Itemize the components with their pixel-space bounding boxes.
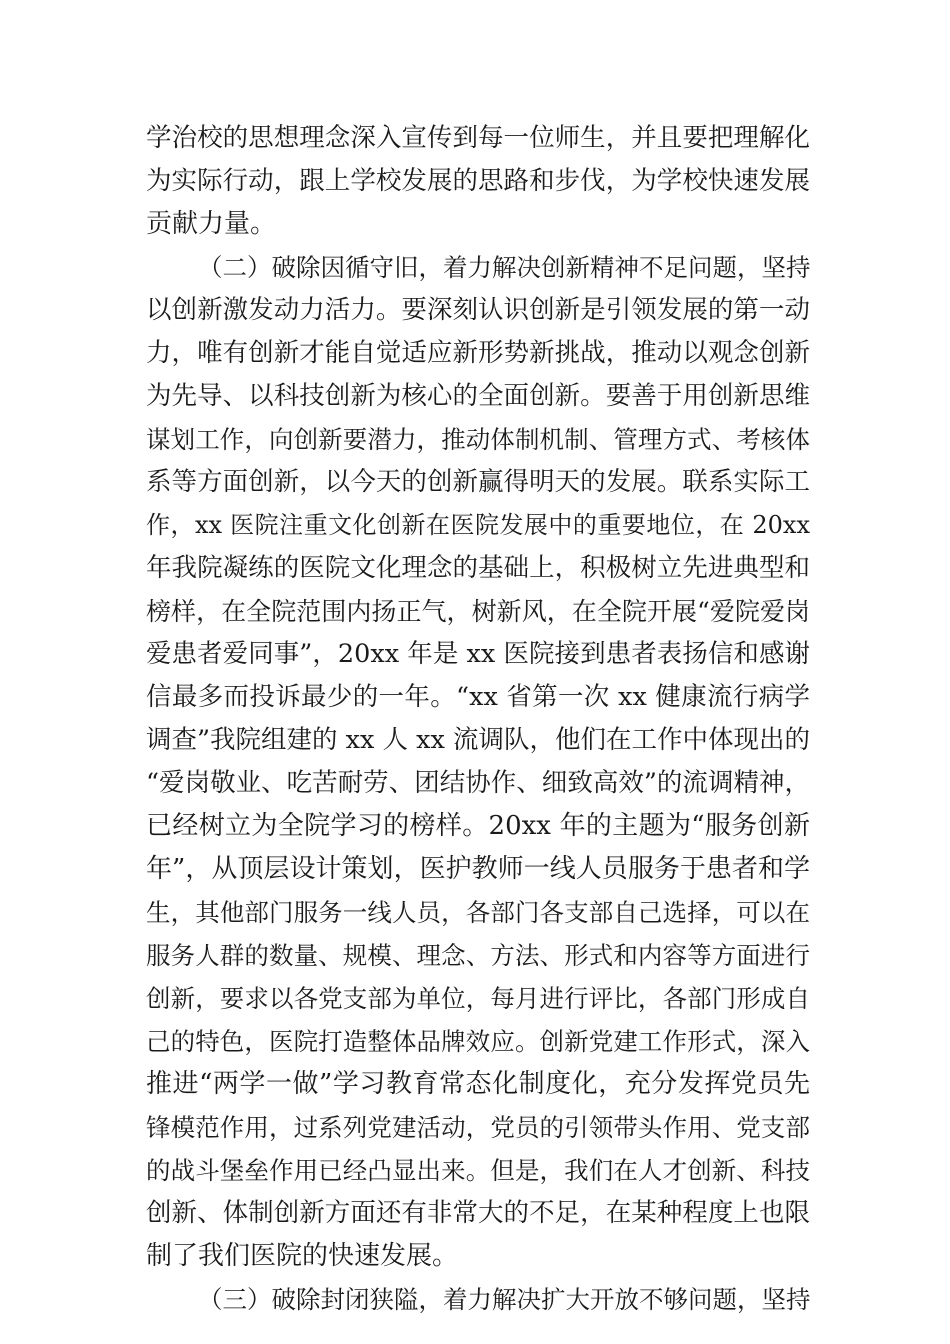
- text-line: 推进“两学一做”学习教育常态化制度化，充分发挥党员先: [146, 1069, 810, 1099]
- text-line: 年”，从顶层设计策划，医护教师一线人员服务于患者和学: [146, 854, 810, 884]
- text-line: 己的特色，医院打造整体品牌效应。创新党建工作形式，深入: [146, 1027, 810, 1056]
- text-line: 的战斗堡垒作用已经凸显出来。但是，我们在人才创新、科技: [146, 1156, 810, 1185]
- text-line: 服务人群的数量、规模、理念、方法、形式和内容等方面进行: [146, 941, 810, 970]
- text-line: 力，唯有创新才能自觉适应新形势新挑战，推动以观念创新: [146, 338, 810, 368]
- text-line: 榜样，在全院范围内扬正气，树新风，在全院开展“爱院爱岗: [146, 597, 810, 626]
- text-line: 为实际行动，跟上学校发展的思路和步伐，为学校快速发展: [146, 166, 810, 196]
- text-line: 作，xx 医院注重文化创新在医院发展中的重要地位，在 20xx: [146, 511, 810, 539]
- text-line: 以创新激发动力活力。要深刻认识创新是引领发展的第一动: [146, 295, 810, 325]
- text-line: （三）破除封闭狭隘，着力解决扩大开放不够问题，坚持: [198, 1285, 811, 1314]
- text-line: 创新、体制创新方面还有非常大的不足，在某种程度上也限: [146, 1198, 810, 1228]
- text-line: 调查”我院组建的 xx 人 xx 流调队，他们在工作中体现出的: [146, 725, 810, 755]
- text-line: 生，其他部门服务一线人员，各部门各支部自己选择，可以在: [146, 898, 810, 927]
- text-line: “爱岗敬业、吃苦耐劳、团结协作、细致高效”的流调精神，: [146, 768, 810, 798]
- body-text: [146, 117, 810, 1321]
- text-line: 已经树立为全院学习的榜样。20xx 年的主题为“服务创新: [146, 811, 810, 841]
- text-line: 爱患者爱同事”，20xx 年是 xx 医院接到患者表扬信和感谢: [146, 639, 810, 669]
- text-line: 制了我们医院的快速发展。: [146, 1241, 459, 1271]
- text-line: 锋模范作用，过系列党建活动，党员的引领带头作用、党支部: [146, 1113, 810, 1142]
- text-line: 系等方面创新，以今天的创新赢得明天的发展。联系实际工: [146, 467, 810, 497]
- text-line: 为先导、以科技创新为核心的全面创新。要善于用创新思维: [146, 381, 810, 411]
- text-line: 学治校的思想理念深入宣传到每一位师生，并且要把理解化: [146, 123, 810, 153]
- text-line: 创新，要求以各党支部为单位，每月进行评比，各部门形成自: [146, 984, 810, 1013]
- text-line: 谋划工作，向创新要潜力，推动体制机制、管理方式、考核体: [146, 425, 810, 454]
- text-line: （二）破除因循守旧，着力解决创新精神不足问题，坚持: [198, 253, 811, 282]
- text-line: 年我院凝练的医院文化理念的基础上，积极树立先进典型和: [146, 553, 810, 583]
- text-line: 信最多而投诉最少的一年。“xx 省第一次 xx 健康流行病学: [146, 682, 810, 712]
- text-line: 贡献力量。: [146, 209, 277, 239]
